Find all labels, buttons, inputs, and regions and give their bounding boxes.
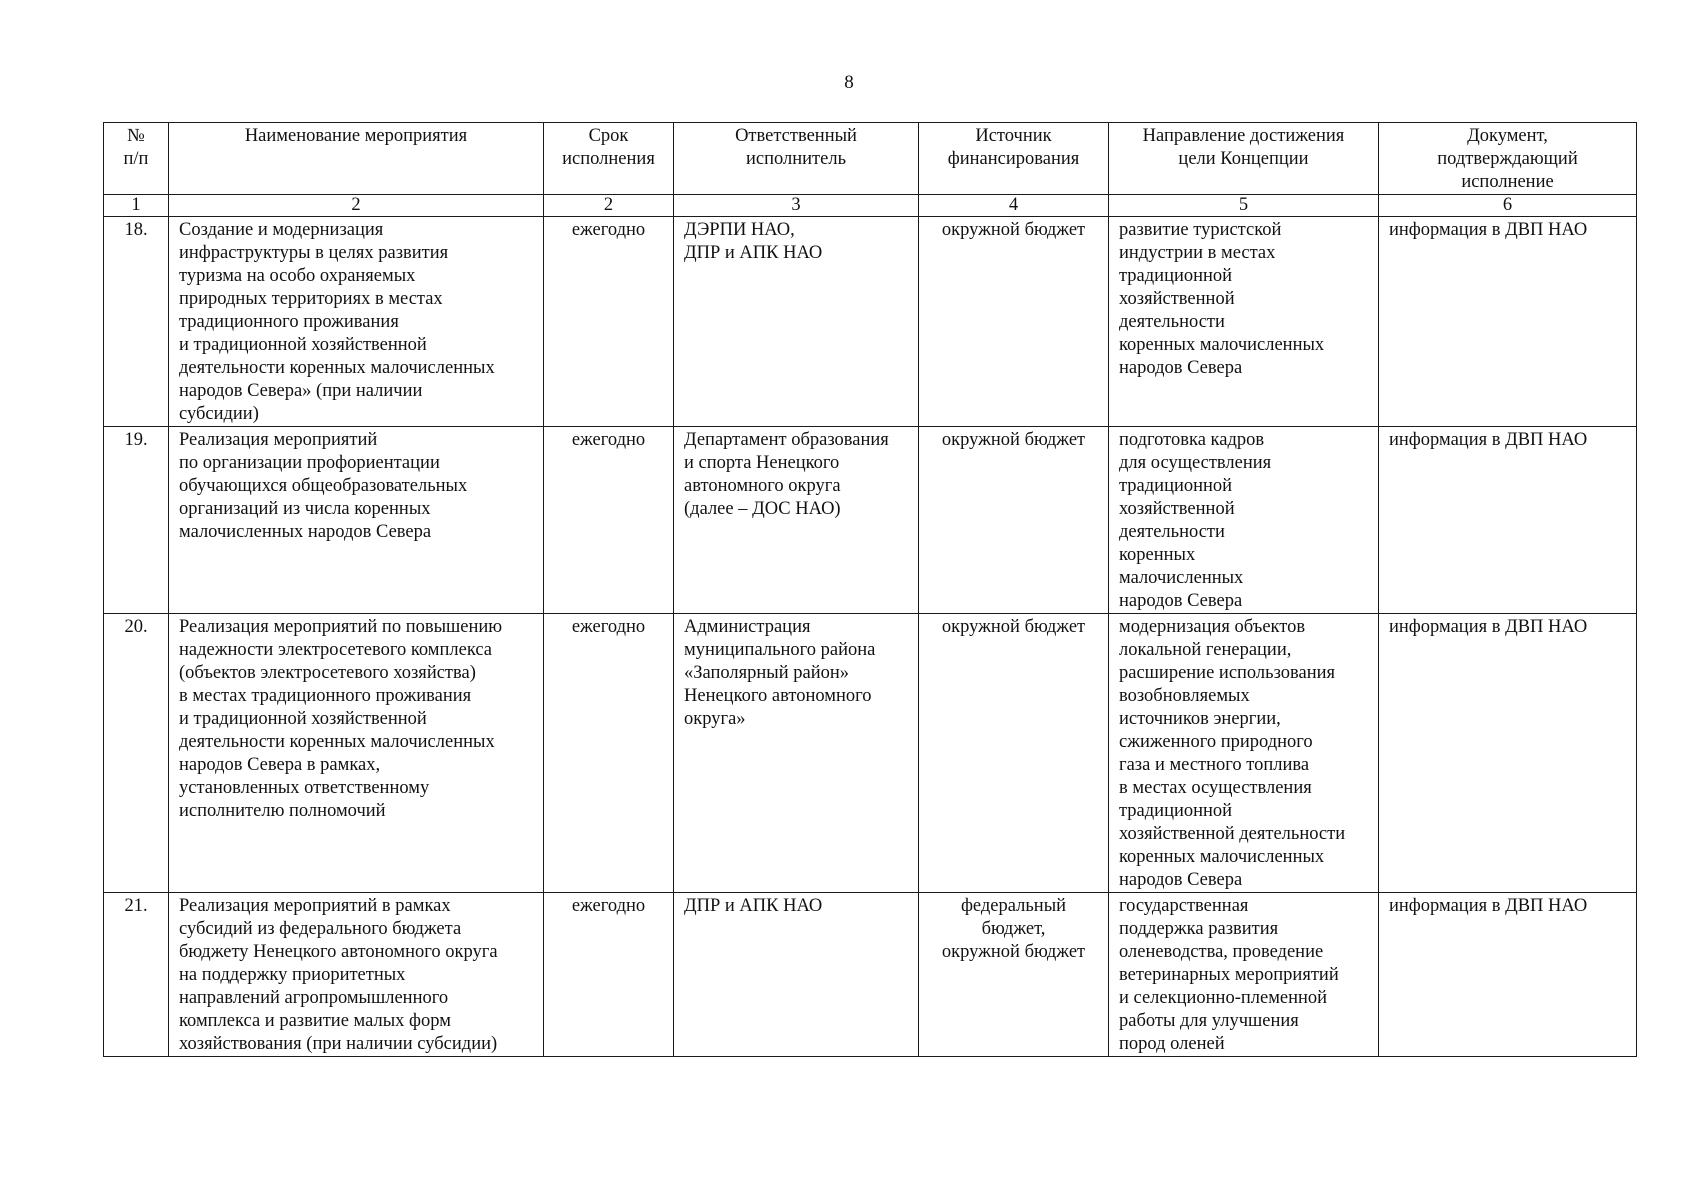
deadline (544, 614, 674, 893)
text-line: автономного округа (684, 476, 841, 496)
text-line: оленеводства, проведение (1119, 942, 1324, 962)
text-line: № (127, 126, 145, 146)
text-line: Ненецкого автономного (684, 686, 872, 706)
responsible-executor (674, 893, 919, 1057)
text-line: надежности электросетевого комплекса (179, 640, 492, 660)
text-line: Реализация мероприятий в рамках (179, 896, 451, 916)
text-line: субсидий из федерального бюджета (179, 919, 462, 939)
text-line: комплекса и развитие малых форм (179, 1011, 451, 1031)
text-line: округа» (684, 709, 746, 729)
funding-source (919, 217, 1109, 427)
text-line: исполнителю полномочий (179, 801, 386, 821)
column-number: 6 (1379, 195, 1637, 217)
text-line: возобновляемых (1119, 686, 1250, 706)
text-line: Направление достижения (1142, 126, 1345, 146)
text-line: ДЭРПИ НАО, (684, 220, 795, 240)
text-line: традиционной (1119, 476, 1233, 496)
text-line: «Заполярный район» (684, 663, 850, 683)
text-line: Реализация мероприятий (179, 430, 378, 450)
text-line: Реализация мероприятий по повышению (179, 617, 503, 637)
text-line: направлений агропромышленного (179, 988, 449, 1008)
text-line: окружной бюджет (941, 942, 1086, 962)
text-line: субсидии) (179, 404, 259, 424)
text-line: обучающихся общеобразовательных (179, 476, 468, 496)
text-line: (объектов электросетевого хозяйства) (179, 663, 476, 683)
text-line: поддержка развития (1119, 919, 1279, 939)
header-executor (674, 123, 919, 195)
confirming-document (1379, 427, 1637, 614)
text-line: Наименование мероприятия (244, 126, 468, 146)
text-line: ежегодно (571, 430, 646, 450)
row-number: 20. (104, 614, 169, 893)
table-row (104, 217, 1637, 427)
text-line: муниципального района (684, 640, 876, 660)
text-line: и традиционной хозяйственной (179, 335, 427, 355)
text-line: работы для улучшения (1119, 1011, 1299, 1031)
text-line: Срок (588, 126, 629, 146)
confirming-document (1379, 217, 1637, 427)
text-line: пород оленей (1119, 1034, 1225, 1054)
text-line: бюджету Ненецкого автономного округа (179, 942, 498, 962)
measure-name (169, 427, 544, 614)
text-line: окружной бюджет (941, 430, 1086, 450)
header-term (544, 123, 674, 195)
text-line: и традиционной хозяйственной (179, 709, 427, 729)
text-line: подтверждающий (1437, 149, 1578, 169)
measure-name (169, 614, 544, 893)
deadline (544, 217, 674, 427)
text-line: хозяйствования (при наличии субсидии) (179, 1034, 498, 1054)
column-numbers-row (104, 195, 1637, 217)
header-num (104, 123, 169, 195)
text-line: государственная (1119, 896, 1249, 916)
concept-direction (1109, 217, 1379, 427)
text-line: окружной бюджет (941, 220, 1086, 240)
text-line: окружной бюджет (941, 617, 1086, 637)
deadline (544, 893, 674, 1057)
text-line: газа и местного топлива (1119, 755, 1310, 775)
responsible-executor (674, 427, 919, 614)
text-line: финансирования (947, 149, 1080, 169)
text-line: п/п (123, 149, 149, 169)
text-line: (далее – ДОС НАО) (684, 499, 841, 519)
text-line: ДПР и АПК НАО (684, 243, 823, 263)
text-line: Департамент образования (684, 430, 889, 450)
text-line: информация в ДВП НАО (1389, 896, 1588, 916)
text-line: индустрии в местах (1119, 243, 1276, 263)
text-line: на поддержку приоритетных (179, 965, 406, 985)
text-line: установленных ответственному (179, 778, 430, 798)
table-row (104, 614, 1637, 893)
text-line: малочисленных (1119, 568, 1244, 588)
row-number: 19. (104, 427, 169, 614)
text-line: в местах традиционного проживания (179, 686, 472, 706)
text-line: источников энергии, (1119, 709, 1281, 729)
text-line: хозяйственной (1119, 289, 1235, 309)
text-line: ДПР и АПК НАО (684, 896, 823, 916)
text-line: ежегодно (571, 617, 646, 637)
column-number: 5 (1109, 195, 1379, 217)
header-source (919, 123, 1109, 195)
concept-direction (1109, 614, 1379, 893)
confirming-document (1379, 614, 1637, 893)
header-document (1379, 123, 1637, 195)
text-line: хозяйственной (1119, 499, 1235, 519)
text-line: Источник (975, 126, 1052, 146)
text-line: коренных малочисленных (1119, 335, 1325, 355)
text-line: природных территориях в местах (179, 289, 443, 309)
text-line: деятельности (1119, 522, 1225, 542)
text-line: традиционной (1119, 801, 1233, 821)
text-line: малочисленных народов Севера (179, 522, 432, 542)
text-line: народов Севера (1119, 870, 1243, 890)
column-number: 2 (169, 195, 544, 217)
text-line: народов Севера (1119, 358, 1243, 378)
text-line: Ответственный (735, 126, 857, 146)
funding-source (919, 893, 1109, 1057)
text-line: локальной генерации, (1119, 640, 1292, 660)
text-line: инфраструктуры в целях развития (179, 243, 449, 263)
table-row (104, 893, 1637, 1057)
text-line: ежегодно (571, 220, 646, 240)
concept-direction (1109, 893, 1379, 1057)
funding-source (919, 427, 1109, 614)
text-line: деятельности коренных малочисленных (179, 358, 495, 378)
text-line: подготовка кадров (1119, 430, 1265, 450)
text-line: расширение использования (1119, 663, 1336, 683)
text-line: информация в ДВП НАО (1389, 220, 1588, 240)
text-line: деятельности (1119, 312, 1225, 332)
text-line: исполнитель (745, 149, 846, 169)
text-line: деятельности коренных малочисленных (179, 732, 495, 752)
text-line: исполнения (562, 149, 655, 169)
text-line: организаций из числа коренных (179, 499, 431, 519)
text-line: традиционной (1119, 266, 1233, 286)
column-number: 2 (544, 195, 674, 217)
measure-name (169, 893, 544, 1057)
page-number: 8 (844, 72, 854, 93)
text-line: сжиженного природного (1119, 732, 1313, 752)
text-line: исполнение (1461, 172, 1554, 192)
text-line: коренных малочисленных (1119, 847, 1325, 867)
text-line: народов Севера» (при наличии (179, 381, 423, 401)
header-row (104, 123, 1637, 195)
text-line: Создание и модернизация (179, 220, 384, 240)
funding-source (919, 614, 1109, 893)
text-line: хозяйственной деятельности (1119, 824, 1346, 844)
table-row (104, 427, 1637, 614)
text-line: по организации профориентации (179, 453, 440, 473)
text-line: туризма на особо охраняемых (179, 266, 416, 286)
text-line: и селекционно-племенной (1119, 988, 1328, 1008)
concept-direction (1109, 427, 1379, 614)
text-line: ежегодно (571, 896, 646, 916)
column-number: 1 (104, 195, 169, 217)
text-line: информация в ДВП НАО (1389, 617, 1588, 637)
row-number: 18. (104, 217, 169, 427)
responsible-executor (674, 217, 919, 427)
text-line: модернизация объектов (1119, 617, 1306, 637)
text-line: для осуществления (1119, 453, 1272, 473)
text-line: народов Севера (1119, 591, 1243, 611)
text-line: Администрация (684, 617, 811, 637)
row-number: 21. (104, 893, 169, 1057)
text-line: цели Концепции (1178, 149, 1309, 169)
text-line: и спорта Ненецкого (684, 453, 840, 473)
column-number: 4 (919, 195, 1109, 217)
measures-table (103, 122, 1637, 1057)
text-line: народов Севера в рамках, (179, 755, 381, 775)
text-line: коренных (1119, 545, 1196, 565)
text-line: развитие туристской (1119, 220, 1282, 240)
responsible-executor (674, 614, 919, 893)
deadline (544, 427, 674, 614)
text-line: Документ, (1467, 126, 1548, 146)
text-line: федеральный (960, 896, 1067, 916)
text-line: бюджет, (981, 919, 1046, 939)
text-line: информация в ДВП НАО (1389, 430, 1588, 450)
text-line: традиционного проживания (179, 312, 399, 332)
measure-name (169, 217, 544, 427)
confirming-document (1379, 893, 1637, 1057)
column-number: 3 (674, 195, 919, 217)
header-direction (1109, 123, 1379, 195)
header-name (169, 123, 544, 195)
text-line: ветеринарных мероприятий (1119, 965, 1339, 985)
text-line: в местах осуществления (1119, 778, 1312, 798)
